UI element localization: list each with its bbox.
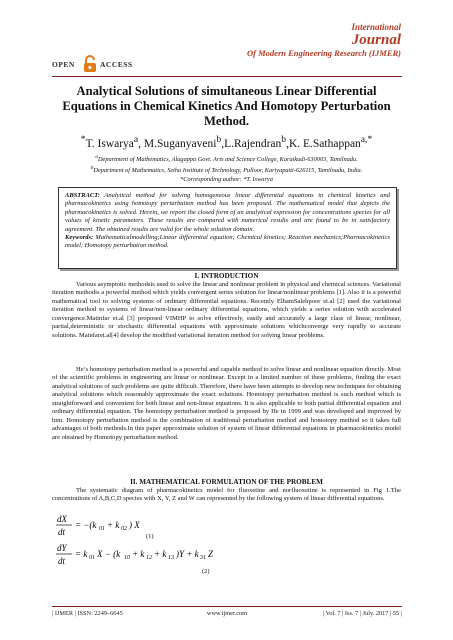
corresponding-author: *Corresponding author: *T. Iswarya	[180, 175, 273, 183]
intro-paragraph-1: Various asymptotic methodsis used to solve the linear and nonlinear problem in physical and chemical sciences. Variational iteration methodis a powerful method which yields convergent series solution for linear/nonlinear problems [1]. Also it is a powerful mathematical tool to solving systems of ordinary differential equations. Recently ElhamSalehpoor et.al [2] used the variational iteration method to systems of linear/non-linear ordinary differential equations, which yields a series solution with accelerated convergence.Matinfar et.al [3] proposed VIMHP to solve effectively, easily and accurately a large class of linear, nonlinear, partial,deterministic or stochastic differential equations with approximate solutions whichconverge very rapidly to accurate solutions. Mainfaret.al[4] develop the modified variational iteration method for solving linear problems.	[52, 281, 401, 339]
journal-line3: Of Modern Engineering Research (IJMER)	[247, 48, 401, 58]
equation-1-formula	[55, 512, 175, 542]
open-access-logo	[52, 55, 142, 75]
journal-line1: International	[351, 22, 401, 32]
svg-text:+ k: + k	[154, 549, 167, 559]
open-lock-icon	[83, 55, 97, 73]
section-heading-introduction: I. INTRODUCTION	[194, 272, 259, 280]
equation-1-number: (1)	[146, 533, 154, 540]
svg-text:= k: = k	[75, 549, 88, 559]
header-rule	[52, 76, 402, 77]
svg-text:10: 10	[124, 555, 130, 561]
svg-text:01: 01	[89, 555, 95, 561]
footer-volume-page: | Vol. 7 | Iss. 7 | July. 2017 | 55 |	[322, 610, 402, 617]
paper-title: Analytical Solutions of simultaneous Linear Differential Equations in Chemical Kinetics And Homotopy Perturbation Method.	[62, 84, 391, 128]
keywords-text: Mathematicalmodelling;Linear differential equation; Chemical kinetics; Reaction mechanics;Pharmacokinetics model; Homotopy perturbation method.	[65, 234, 391, 250]
journal-line2: Journal	[351, 32, 401, 48]
svg-text:01: 01	[99, 526, 105, 532]
section-heading-formulation: II. MATHEMATICAL FORMULATION OF THE PROBLEM	[130, 478, 323, 486]
abstract-box	[58, 187, 397, 269]
svg-text:+ k: + k	[107, 520, 120, 530]
svg-text:12: 12	[146, 555, 152, 561]
logo-open-text: OPEN	[52, 60, 75, 69]
svg-text:31: 31	[200, 555, 206, 561]
svg-text:dX: dX	[57, 514, 67, 524]
svg-text:)Y + k: )Y + k	[176, 549, 199, 559]
affiliation-b: $^b$Department of Mathematics, Sethu Institute of Technology, Pulloor, Kariyapatti-626115, Tamilnadu, India.	[90, 165, 363, 175]
journal-masthead	[247, 22, 401, 58]
equation-2-formula	[55, 541, 265, 571]
svg-text:dt: dt	[58, 527, 66, 537]
affiliations	[52, 153, 401, 184]
svg-text:13: 13	[168, 555, 174, 561]
footer-journal-issn: | IJMER | ISSN: 2249–6645	[52, 610, 123, 617]
keywords-label: Keywords:	[65, 234, 94, 242]
abstract-body: Analytical method for solving homogeneous linear differential equations in chemical kinetics and pharmacokinetics using homotopy perturbation method has been proposed. The mathematical model that depicts the pharmacokinetics is solved. Herein, we report the closed form of an analytical expression for concentrations species for all values of kinetic parameters. These results are compared with numerical results and are found to be in satisfactory agreement. The obtained results are valid for the whole solution domain.	[65, 192, 390, 233]
equation-2	[55, 541, 265, 576]
svg-text:+ k: + k	[132, 549, 145, 559]
formulation-paragraph: The systematic diagram of pharmacokinetics model for fluoxetine and norfluoxetine is represented in Fig 1.The concentrations of A,B,C,D species with X, Y, Z and W can represented by the following system of linear differential equations.	[52, 487, 401, 503]
intro-paragraph-2: He’s homotopy perturbation method is a powerful and capable method to solve linear and nonlinear equation directly. Most of the scientific problems in engineering are linear or nonlinear. Except in a limited number of these problems, finding the exact analytical solutions of such problems are quite difficult. Therefore, there have been attempts to develop new techniques for obtaining analytical solutions which reasonably approximate the exact solutions. Homotopy perturbation method is such method which is straightforward and convenient for both linear and non-linear equations. It is also applicable to both partial differential equation and ordinary differential equation. The homotopy perturbation method is proposed by He in 1999 and was developed and improved by him. Homotopy perturbation method is the combination of traditional perturbation method and homotopy method so it takes full advantages of both methods.In this paper approximate solution of system of linear differential equations in pharmacokinetics model are obtained by Homotopy perturbation method.	[52, 366, 401, 441]
svg-text:X − (k: X − (k	[97, 549, 121, 559]
svg-text:Z: Z	[208, 549, 214, 559]
svg-text:dY: dY	[57, 543, 67, 553]
svg-text:) X: ) X	[129, 520, 140, 530]
footer-website-link[interactable]: www.ijmer.com	[206, 610, 248, 617]
footer-rule	[52, 606, 402, 607]
affiliation-a: $^a$Department of Mathematics, Alagappa Govt. Arts and Science College, Karaikudi-630003, Tamilnadu.	[95, 154, 358, 164]
abstract-text	[65, 192, 390, 251]
svg-text:= −(k: = −(k	[75, 520, 97, 530]
equation-2-number: (2)	[202, 568, 210, 575]
svg-text:02: 02	[121, 526, 127, 532]
svg-text:dt: dt	[58, 556, 66, 566]
abstract-label: ABSTRACT:	[65, 192, 100, 199]
logo-access-text: ACCESS	[100, 60, 133, 69]
author-list: *T. Iswarya$^a$, M.Suganyaveni$^b$,L.Rajendran$^b$,K. E.Sathappan$^{a,*}$	[80, 134, 373, 150]
